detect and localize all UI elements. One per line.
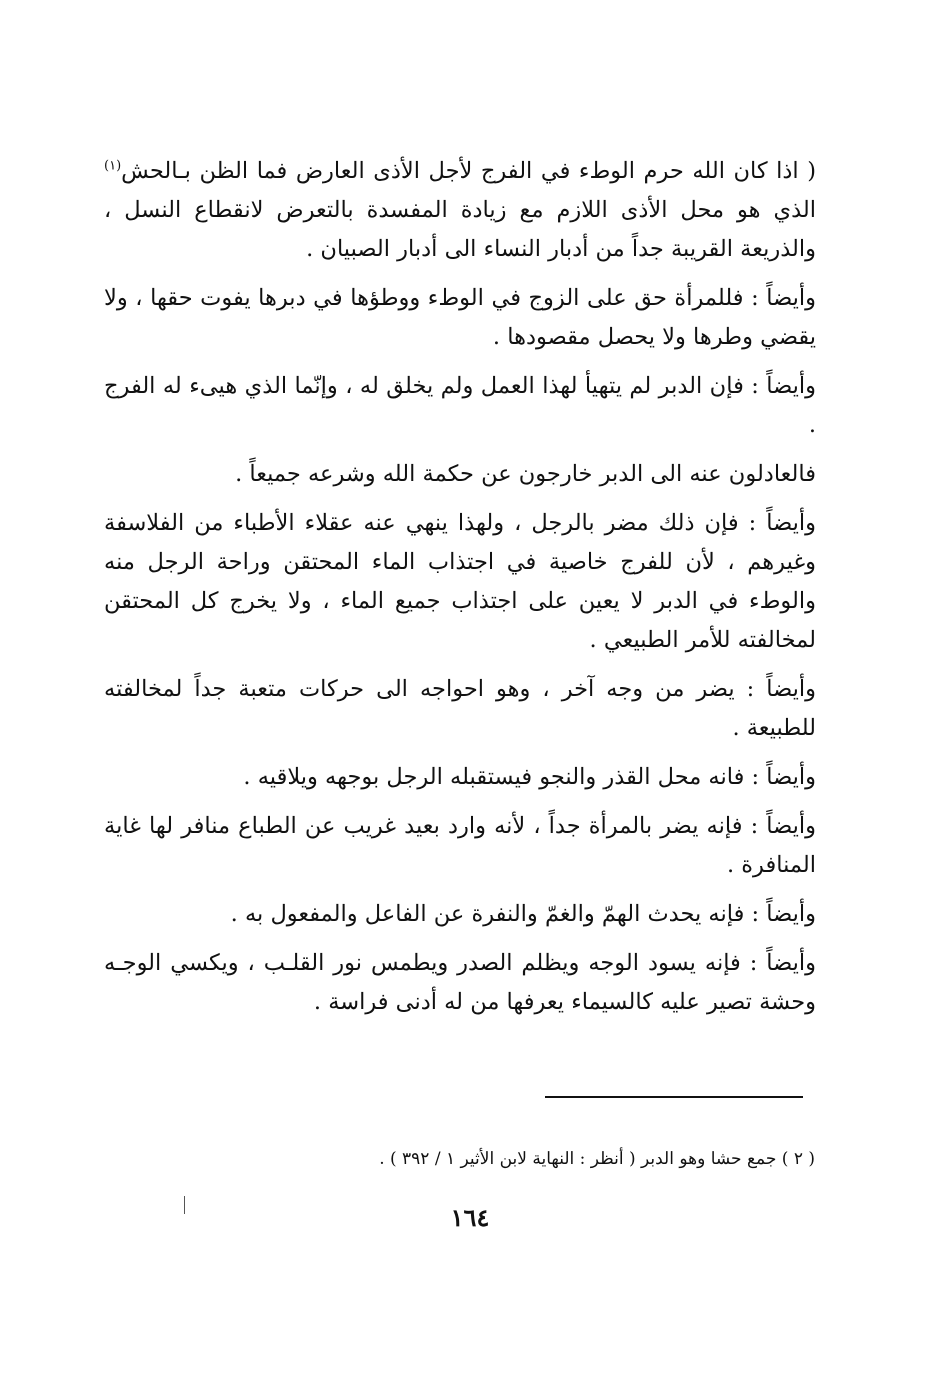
- paragraph-1-text: ( اذا كان الله حرم الوطء في الفرج لأجل الأذى العارض فما الظن بـالحش: [121, 158, 816, 184]
- paragraph-10: وأيضاً : فإنه يسود الوجه ويظلم الصدر ويطمس نور القلـب ، ويكسي الوجـه وحشة تصير عليه كالسيماء يعرفها من له أدنى فراسة .: [104, 950, 816, 1015]
- footnote-reference: (١): [104, 158, 122, 174]
- footnote-divider: [545, 1096, 803, 1098]
- margin-mark: [184, 1196, 185, 1214]
- footnote-marker: ( ٢ ): [781, 1149, 815, 1169]
- page-number: ١٦٤: [450, 1203, 490, 1232]
- paragraph-5: وأيضاً : فإن ذلك مضر بالرجل ، ولهذا ينهي عنه عقلاء الأطباء من الفلاسفة وغيرهم ، لأن للفرج خاصية في اجتذاب الماء المحتقن وراحة الرجل منه والوطء في الدبر لا يعين على اجتذاب جميع الماء ، ولا يخرج كل المحتقن لمخالفته للأمر الطبيعي .: [104, 510, 816, 653]
- paragraph-1-continuation: الذي هو محل الأذى اللازم مع زيادة المفسدة بالتعرض لانقطاع النسل ، والذريعة القريبة جداً من أدبار النساء الى أدبار الصبيان .: [104, 197, 816, 262]
- footnote-text: جمع حشا وهو الدبر ( أنظر : النهاية لابن الأثير ١ / ٣٩٢ ) .: [379, 1149, 777, 1169]
- paragraph-9: وأيضاً : فإنه يحدث الهمّ والغمّ والنفرة عن الفاعل والمفعول به .: [230, 901, 816, 927]
- paragraph-8: وأيضاً : فإنه يضر بالمرأة جداً ، لأنه وارد بعيد غريب عن الطباع منافر لها غاية المنافرة .: [104, 813, 816, 878]
- body-text: [104, 152, 816, 1032]
- paragraph-7: وأيضاً : فانه محل القذر والنجو فيستقبله الرجل بوجهه ويلاقيه .: [243, 764, 816, 790]
- paragraph-2: وأيضاً : فللمرأة حق على الزوج في الوطء ووطؤها في دبرها يفوت حقها ، ولا يقضي وطرها ولا يحصل مقصودها .: [104, 285, 816, 350]
- paragraph-4: فالعادلون عنه الى الدبر خارجون عن حكمة الله وشرعه جميعاً .: [235, 461, 816, 487]
- paragraph-3: وأيضاً : فإن الدبر لم يتهيأ لهذا العمل ولم يخلق له ، وإنّما الذي هيىء له الفرج .: [104, 373, 816, 438]
- footnote: [300, 1146, 815, 1172]
- paragraph-1: [104, 152, 816, 269]
- paragraph-6: وأيضاً : يضر من وجه آخر ، وهو احواجه الى حركات متعبة جداً لمخالفته للطبيعة .: [104, 676, 816, 741]
